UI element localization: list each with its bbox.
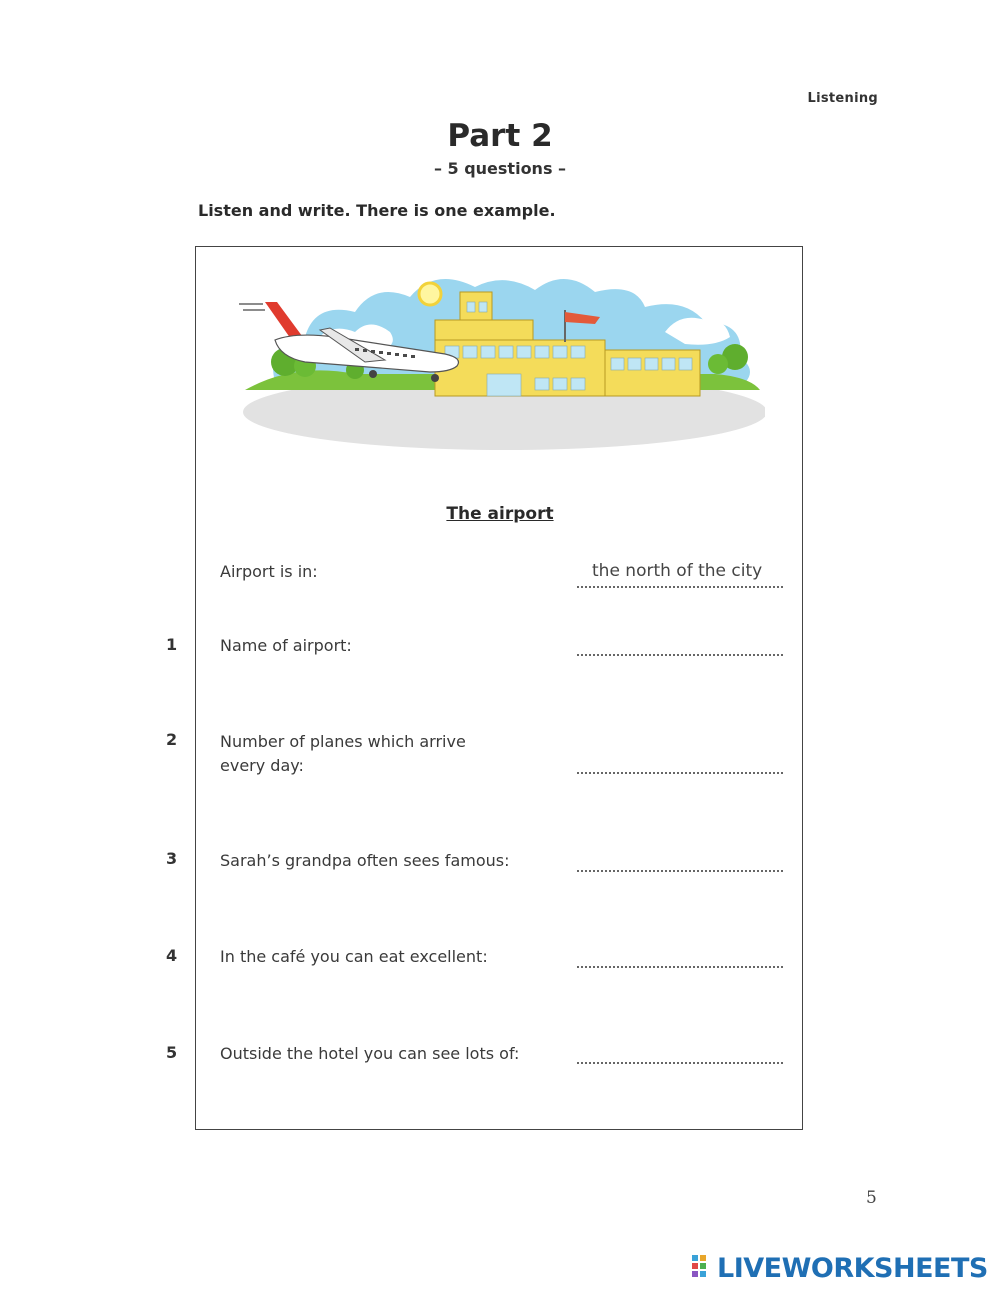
answer-input-1[interactable] (577, 642, 783, 656)
instruction-text: Listen and write. There is one example. (198, 201, 556, 220)
question-number: 1 (166, 635, 178, 654)
question-label: Number of planes which arrive (220, 732, 466, 751)
liveworksheets-logo-icon (692, 1255, 714, 1281)
question-number: 3 (166, 849, 178, 868)
question-number: 4 (166, 946, 178, 965)
answer-input-3[interactable] (577, 858, 783, 872)
brand-footer[interactable] (692, 1250, 988, 1286)
question-label: Name of airport: (220, 636, 352, 655)
page-number: 5 (866, 1188, 877, 1208)
airport-illustration-icon (235, 262, 765, 452)
brand-name: LIVEWORKSHEETS (717, 1252, 988, 1284)
question-label: In the café you can eat excellent: (220, 947, 488, 966)
answer-input-5[interactable] (577, 1050, 783, 1064)
question-label-continued: every day: (220, 756, 304, 775)
section-label: Listening (807, 91, 878, 106)
example-answer-line (577, 574, 783, 588)
answer-input-4[interactable] (577, 954, 783, 968)
box-title: The airport (446, 504, 554, 524)
example-answer: the north of the city (592, 561, 763, 581)
question-number: 5 (166, 1043, 178, 1062)
answer-input-2[interactable] (577, 760, 783, 774)
question-label: Outside the hotel you can see lots of: (220, 1044, 520, 1063)
question-number: 2 (166, 730, 178, 749)
part-subtitle: – 5 questions – (433, 159, 567, 178)
question-label: Sarah’s grandpa often sees famous: (220, 851, 510, 870)
example-label: Airport is in: (220, 562, 318, 581)
part-title: Part 2 (447, 118, 553, 154)
